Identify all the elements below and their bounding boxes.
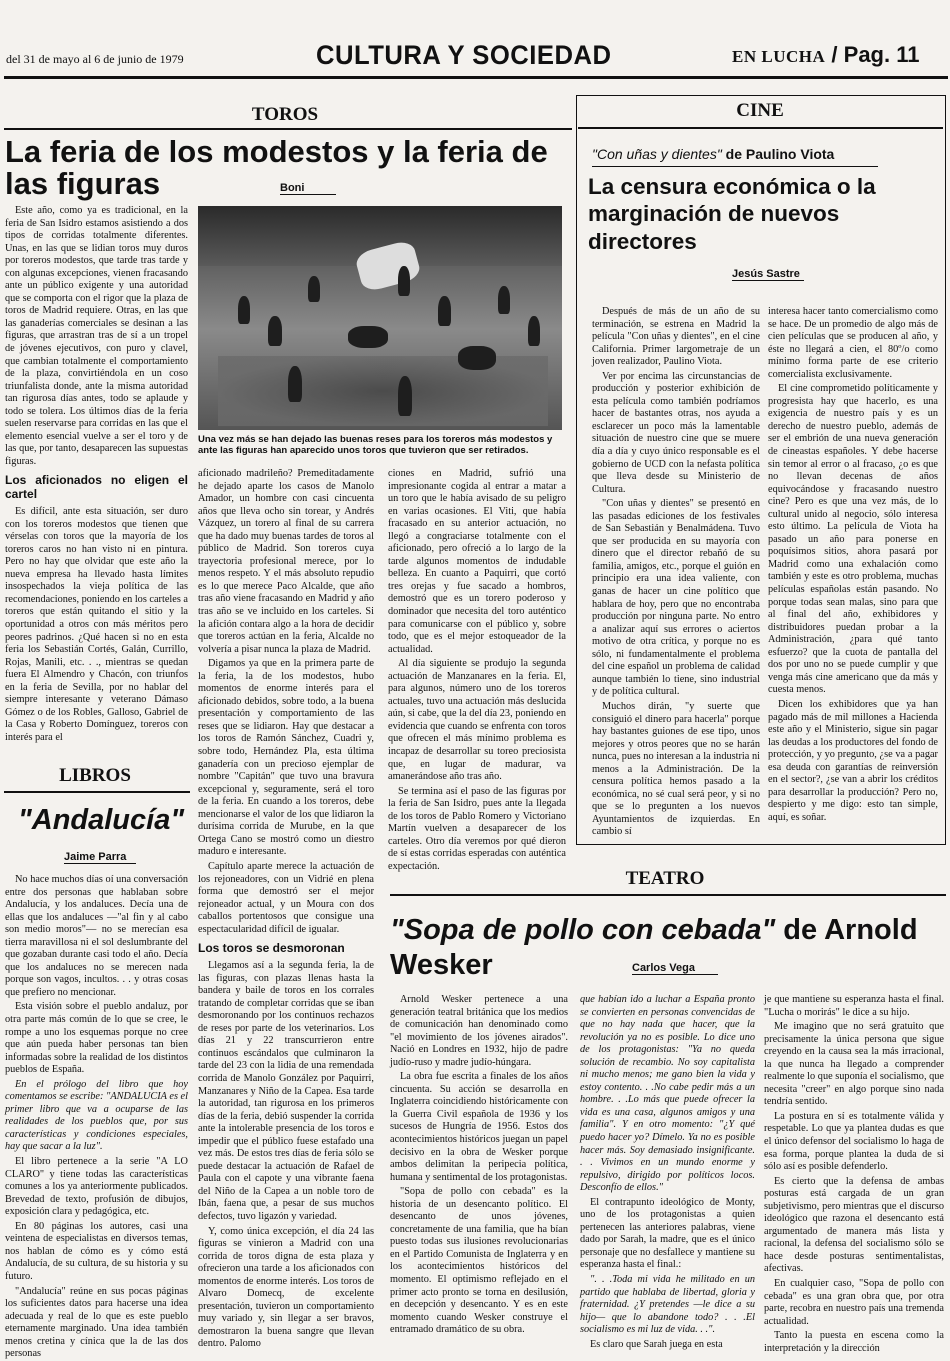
toros-paragraph: ciones en Madrid, sufrió una impresionante cogida al entrar a matar a un toro que le había avisado de su peligro en varias ocasiones. El Viti, que había fracasado en su anterior actuación, no llegó a congraciarse totalmente con el aficionado, pero ofreció a lo largo de la tarde algunos momentos de indudable belleza. En cuanto a Paquirri, que cortó tres orejas y fue sacado a hombros, demostró que es un torero poderoso y dominador que necesita del toro auténtico para comunicarse con el público y, sobre todo, que es el mejor estoqueador de la actualidad. bbox=[388, 468, 566, 655]
teatro-top-rule bbox=[390, 894, 946, 896]
libros-section-label: LIBROS bbox=[59, 765, 131, 786]
libros-headline: "Andalucía" bbox=[18, 804, 185, 836]
toros-top-rule bbox=[4, 128, 572, 130]
teatro-paragraph: Es cierto que la defensa de ambas posturas está cargada de un gran subjetivismo, pero mientras que el discurso ideológico que razona el desencanto está argumentado de manera más lista y racional, la defensa del socialismo sólo se hace desde posturas sentimentalistas, afectivas. bbox=[764, 1175, 944, 1275]
libros-paragraph: El libro pertenece a la serie "A LO CLARO" y tiene todas las características comunes a los ya anteriormente publicados. Brevedad de texto, profusión de dibujos, exposición clara y pedagógica, etc. bbox=[5, 1156, 188, 1218]
cine-kicker-rest: de Paulino Viota bbox=[721, 146, 835, 162]
header-rule bbox=[4, 76, 948, 79]
cine-paragraph: "Con uñas y dientes" se presentó en las pasadas ediciones de los festivales de San Sebastián y Benalmádena. Tuvo que ser producida en su mayoría con dinero que el director rebañó de su familia, amigos, etc., porque el guión en principio era una idea valiente, con ganas de hacer un cine político que hablara de hoy, pero que no encontraba producción por ninguna parte. No entro a analizar aquí sus errores o aciertos motivo de otra crítica, y porque no es sólo, ni fundamentalmente el problema del cine español un problema de calidad aunque también lo tiene, sino industrial y de política cultural. bbox=[592, 498, 760, 698]
cine-kicker-rule bbox=[592, 166, 878, 167]
cine-kicker-title: "Con uñas y dientes" bbox=[592, 146, 722, 162]
toros-headline-text: La feria de los modestos y la feria de las figuras bbox=[5, 134, 548, 201]
cine-col-2 bbox=[768, 306, 938, 836]
cine-headline: La censura económica o la marginación de nuevos directores bbox=[588, 174, 876, 254]
toros-col-3 bbox=[388, 468, 566, 872]
toros-paragraph: Llegamos así a la segunda feria, la de las figuras, con plazas llenas hasta la bandera y baile de toros en los corrales tratando de completar corridas que se iban desmoronando por los continuos rechazos de reses por parte de los veterinarios. Los días 21 y 22 transcurrieron entre continuos escándalos que culminaron la tarde del 23 con la lidia de una remendada corrida de Manolo González por Paquirri, Manzanares y Niño de la Capea. Esa tarde la autoridad, tan rigurosa en los primeros días de la feria, debió suspender la corrida ante la intolerable presencia de los toros e impedir que el público fuese estafado una vez más. De estos tres días de feria sólo se puede destacar la actuación de Rafael de Paula con el capote y una vibrante faena del Niño de la Capea a un noble toro de Ibán, faena que, a pesar de sus muchos defectos, tuvo ligazón y variedad. bbox=[198, 960, 374, 1222]
toros-byline: Boni bbox=[280, 182, 336, 195]
teatro-col-3 bbox=[764, 994, 944, 1352]
cine-section-rule bbox=[578, 127, 943, 129]
toros-col-2 bbox=[198, 468, 374, 1352]
teatro-col-1 bbox=[390, 994, 568, 1352]
bullfight-photo bbox=[198, 206, 562, 430]
toros-col-1 bbox=[5, 205, 188, 765]
cine-paragraph: Después de más de un año de su terminación, se estrena en Madrid la película "Con uñas y dientes", en el cine California. Primer largometraje de un joven realizador, Paulino Viota. bbox=[592, 306, 760, 368]
paper-masthead bbox=[732, 42, 919, 68]
toros-paragraph: Digamos ya que en la primera parte de la feria, la de los modestos, hubo momentos de enorme interés para el aficionado debidos, sobre todo, a la buena presentación y comportamiento de las reses que se lidiaron. Hay que destacar a los toros de Ramón Sánchez, Cuadri y, sobre todo, Hernández Pla, esta última ganadería con un precioso ejemplar de nombre "Capitán" que tuvo una bravura excepcional y, seguramente, será el toro de la feria. En cuando a los toreros, debe mencionarse el valor de los que lidiaron la durísima corrida de Murube, en la que Ortega Cano se mostró como un diestro maduro e interesante. bbox=[198, 658, 374, 858]
page-number: Pag. 11 bbox=[843, 42, 920, 67]
teatro-paragraph: Arnold Wesker pertenece a una generación teatral británica que los medios de comunicación han denominado como "el movimiento de los jóvenes airados". Nació en Londres en 1932, hijo de padre judío-ruso y madre judío-húngara. bbox=[390, 994, 568, 1068]
teatro-paragraph: que habían ido a luchar a España pronto se convierten en personas convencidas de que no hay nada que hacer, que la revolución ya no es posible. Lo dice uno de los protagonistas: "Ya no queda solución de recambio. No soy capitalista ni mucho menos; me gano bien la vida y estoy contento. . .No cabe pedir más a un hombre. . .Lo más que puede ofrecer la vida es una casa, algunos amigos y una familia". Y en otro momento: "¿Y qué puedo hacer yo? Dímelo. Ya no es posible hacer más. Soy demasiado insignificante. . . Vivimos en un mundo enorme y repulsivo, dirigido por políticos locos. Desconfío de ellos." bbox=[580, 994, 755, 1194]
libros-byline: Jaime Parra bbox=[64, 851, 136, 864]
libros-paragraph: En 80 páginas los autores, casi una veintena de especialistas en diversos temas, nos hablan de cómo es y cómo está Andalucía, de su cultura, de su historia y su futuro. bbox=[5, 1220, 188, 1282]
toros-paragraph: Se termina así el paso de las figuras por la feria de San Isidro, pues ante la llegada de los toros de Pablo Romero y Victoriano Martín vuelven a desaparecer de los carteles. Otro día veremos por qué dieron de sí estas corridas esperadas con auténtica expectación. bbox=[388, 785, 566, 872]
masthead-slash: / bbox=[831, 42, 838, 67]
teatro-paragraph: La obra fue escrita a finales de los años cincuenta. Su acción se desarrolla en Inglaterra coincidiendo históricamente con la Guerra Civil española de 1936 y los sucesos de Hungría de 1956. Estos dos acontecimientos históricos juegan un papel decisivo en la obra de Wesker porque ambos delimitan la peripecia política, humana y sentimental de los protagonistas. bbox=[390, 1071, 568, 1183]
teatro-paragraph: En cualquier caso, "Sopa de pollo con cebada" es una gran obra que, por otra parte, recobra en nuestro país una tremenda actualidad. bbox=[764, 1278, 944, 1327]
libros-col bbox=[5, 874, 188, 1360]
teatro-paragraph: Tanto la puesta en escena como la interpretación y la dirección bbox=[764, 1330, 944, 1354]
cine-section-label: CINE bbox=[736, 100, 784, 121]
teatro-paragraph: je que mantiene su esperanza hasta el final. "Lucha o morirás" le dice a su hijo. bbox=[764, 994, 944, 1018]
teatro-headline-rest: de Arnold Wesker bbox=[390, 914, 918, 981]
toros-subheading-1: Los aficionados no eligen el cartel bbox=[5, 473, 188, 502]
toros-paragraph: Y, como única excepción, el día 24 las figuras se vinieron a Madrid con una corrida de toros digna de esta plaza y ofrecieron una tarde a los aficionados con momentos de enorme interés. Los toros de Alvaro Domecq, de excelente presentación, tuvieron un comportamiento muy variado y, sin llegar a ser bravos, demostraron la buena sangre que llevan dentro. Palomo bbox=[198, 1225, 374, 1350]
libros-paragraph: Esta visión sobre el pueblo andaluz, por otra parte más común de lo que se cree, le rompe a uno los esquemas porque no cree que aún pueda haber personas tan bien informadas sobre la realidad de los distintos pueblos de España. bbox=[5, 1001, 188, 1076]
toros-paragraph: Al día siguiente se produjo la segunda actuación de Manzanares en la feria. El, para algunos, número uno de los toreros actuales, tuvo una actuación más deslucida aún, si cabe, que la del día 23, poniendo en evidencia que cuando se enfrenta con toros que ofrecen el más mínimo problema es incapaz de desarrollar su toreo preciosista que, en lugar de madurar, va amanerándose año tras año. bbox=[388, 658, 566, 783]
cine-paragraph: Muchos dirán, "y suerte que consiguió el dinero para hacerla" porque hay bastantes guiones de ese tipo, unos mejores y otros peores que no se harán nunca, pues no interesan a la industria ni menos a la Administración. De la censura política hemos pasado a la económica, no sé cual será peor, y si no que se lo pregunten a los nuevos Ayuntamientos de izquierdas. En cambio sí bbox=[592, 700, 760, 838]
cine-col-1 bbox=[592, 306, 760, 836]
toros-paragraph: Este año, como ya es tradicional, en la feria de San Isidro estamos asistiendo a dos tipos de corridas totalmente diferentes. Unas, en las que se lidian toros muy duros por toreros modestos, que tarde tras tarde y con algunas excepciones, vienen fracasando ante un público exigente y una autoridad que se comporta con el rigor que la plaza de toros de Madrid requiere. Otras, en las que las ganaderías comerciales se desinan a las figuras, que arrastran tras de sí a un tropel de jóvenes ejecutivos, con puro y clavel, que cambian totalmente el comportamiento de la plaza, convirtiéndola en un coso triunfalista donde, ante la misma autoridad tan rigurosa días antes, todo se aplaude y todo se tolera. Los últimos días de la feria suelen reservarse para corridas en las que el elemento esencial vuelve a ser el toro y de las que, por tanto, desaparecen las supuestas figuras. bbox=[5, 205, 188, 467]
libros-paragraph: En el prólogo del libro que hoy comentamos se escribe: "ANDALUCIA es el primer libro que va a ocuparse de las realidades de los pueblos que, por sus características y condiciones especiales, hay que sacar a la luz". bbox=[5, 1078, 188, 1153]
teatro-paragraph: Me imagino que no será gratuito que precisamente la única persona que sigue creyendo en la causa sea la más irracional, la que nunca ha llegado a comprender realmente lo que suponía el socialismo, que necesita "creer" en algo porque sino nada tendría sentido. bbox=[764, 1021, 944, 1108]
cine-paragraph: interesa hacer tanto comercialismo como se hace. De un promedio de algo más de cien películas que se producen al año, y éste no llegará a cien, el 80º/o como mínimo forma parte de ese criterio comercialista exclusivamente. bbox=[768, 306, 938, 380]
teatro-paragraph: "Sopa de pollo con cebada" es la historia de un desencanto político. El desencanto de unos jóvenes, concretamente de una familia, que ha bían puesto todas sus ilusiones revolucionarias en el Partido Comunista de Inglaterra y en los acontecimientos históricos del momento. El optimismo reflejado en el primer acto pronto se torna en desilusión, en decepción y desencanto. Y es en este momento cuando Wesker construye el entramado dramático de su obra. bbox=[390, 1186, 568, 1336]
cine-paragraph: Dicen los exhibidores que ya han pagado más de mil millones a Hacienda este año y el Ministerio, sigue sin pagar las deudas a los productores del fondo de protección, y yo pregunto, ¿se va a pagar esa deuda con garantías de reinversión en el sector?, ¿se van a abrir los créditos para desarrollar la producción? Pero no, despierto y me digo: esto tan simple, aquí, es soñar. bbox=[768, 698, 938, 823]
libros-paragraph: "Andalucía" reúne en sus pocas páginas los suficientes datos para hacerse una idea adecuada y real de lo que es este pueblo eternamente marginado. Una idea también menos cretina y cínica que la de las dos personas bbox=[5, 1285, 188, 1360]
teatro-paragraph: Es claro que Sarah juega en esta bbox=[590, 1338, 723, 1350]
toros-paragraph: aficionado madrileño? Premeditadamente he dejado aparte los casos de Manolo Amador, un hombre con casi cincuenta años que lleva ocho sin torear, y Andrés Vázquez, un torero al final de su carrera que ha dado muy buenas tardes de toros al público de Madrid. Son toreros cuya trayectoria profesional merece, por lo menos respeto. Y el más absoluto repudio es lo que merece Paco Alcalde, que año tras año viene fracasando en Madrid y año tras año se ve incluido en los carteles. Si la afición contara algo a la hora de decidir que toreros actúan en la feria, Alcalde no volvería a pisar nunca la plaza de Madrid. bbox=[198, 468, 374, 655]
teatro-byline: Carlos Vega bbox=[632, 962, 718, 975]
teatro-paragraph: La postura en sí es totalmente válida y respetable. Lo que ya plantea dudas es que el único defensor del socialismo lo haga de esa forma, porque plantea la duda de si sólo así es posible defenderlo. bbox=[764, 1110, 944, 1173]
teatro-paragraph: ". . .Toda mi vida he militado en un partido que hablaba de libertad, gloria y fraternidad. ¿Y pretendes —le dice a su hijo— que lo abandone todo? . . .El socialismo es mi luz de vida. . .". bbox=[580, 1274, 755, 1336]
section-title: CULTURA Y SOCIEDAD bbox=[316, 40, 612, 70]
teatro-headline-title: "Sopa de pollo con cebada" bbox=[390, 914, 776, 946]
libros-top-rule bbox=[4, 791, 190, 793]
photo-caption: Una vez más se han dejado las buenas reses para los toreros más modestos y ante las figuras han aparecido unos toros que tuvieron que ser retirados. bbox=[198, 434, 553, 457]
teatro-col-2 bbox=[580, 994, 755, 1352]
cine-paragraph: El cine comprometido políticamente y progresista hay que hacerlo, es una exigencia de nuestro país y es un derecho de nuestro pueblo, además de ser el embrión de una nueva generación de cineastas españoles. Y debe hacerse sin temor al error o al fracaso, ¿o es que no llevan decenas de años equivocándose y fracasando nuestro cine? Pero es que una vez más, de lo cultural unido al negocio, sólo interesa esto último. La película de Viota ha pasado un año para ponerse en poquísimos sitios, ahora pasará por Madrid como una exhalación como también y este es otro problema, muchas películas españolas están pasando. No porque todas sean malas, sino para que al final del año, exhibidores y distribuidores puedan probar a la Administración, ¿para qué tanto esfuerzo? que la cuota de pantalla del dos por uno no se puede cumplir y que venga más cine americano que da más y cuesta menos. bbox=[768, 383, 938, 696]
teatro-section-label: TEATRO bbox=[625, 868, 705, 889]
toros-subheading-2: Los toros se desmoronan bbox=[198, 941, 345, 956]
libros-paragraph: No hace muchos días oí una conversación entre dos personas que hablaban sobre Andalucía, y los andaluces. Decía una de ellas que los andaluces —"al fin y al cabo son medio moros"— no se merecían esa tierra maravillosa ni el sol deslumbrante del que gozaban durante casi todo el año. Decía que los andaluces no se merecen nada porque son vagos, incultos. . . y otras cosas que prefiero no mencionar. bbox=[5, 874, 188, 998]
cine-byline: Jesús Sastre bbox=[732, 268, 804, 281]
paper-name: EN LUCHA bbox=[732, 47, 826, 66]
cine-paragraph: Ver por encima las circunstancias de producción y posterior exhibición de esta película como también podríamos hacer de bastantes otras, nos ayuda a esclarecer un poco más la lamentable situación de nuestro cine que se muere día a día y cuyo único responsable es el gobierno de UCD con la nefasta política que lleva desde su Ministerio de Cultura. bbox=[592, 370, 760, 495]
teatro-paragraph: El contrapunto ideológico de Monty, uno de los protagonistas a quien pertenecen las anteriores palabras, viene dado por Sarah, la madre, que es el único personaje que no desfallece y mantiene su esperanza hasta el final.: bbox=[580, 1196, 755, 1271]
toros-section-label: TOROS bbox=[251, 104, 319, 125]
cine-kicker bbox=[592, 146, 942, 162]
toros-paragraph: Es difícil, ante esta situación, ser duro con los toreros modestos que tienen que vérselas con toros que la mayoría de los toreros caros no han visto ni en pintura. Pero no hay que olvidar que este año la nueva empresa ha llevado hasta límites insospechados la vieja política de las recomendaciones, poniendo en los carteles a toreros que están quitando el sitio y la oportunidad a otros con más méritos pero peores padrinos. ¿Qué hacen si no en esta feria los Sebastián Cortés, Galán, Currillo, Rojas, Manili, etc. . ., mientras se quedan fuera El Almendro y Chacón, con triunfos en la feria de Sevilla, por no hablar del siempre interesante y veterano Dámaso Gómez o de los Robles, Galloso, Gabriel de la Casa y Roberto Domínguez, toreros con interés para el bbox=[5, 506, 188, 743]
issue-date: del 31 de mayo al 6 de junio de 1979 bbox=[6, 52, 184, 66]
toros-paragraph: Capítulo aparte merece la actuación de los rejoneadores, con un Vidrié en plena forma que demostró ser el mejor rejoneador actual, y un Moura con dos caballos portentosos que consigue una espectacularidad difícil de igualar. bbox=[198, 860, 374, 935]
